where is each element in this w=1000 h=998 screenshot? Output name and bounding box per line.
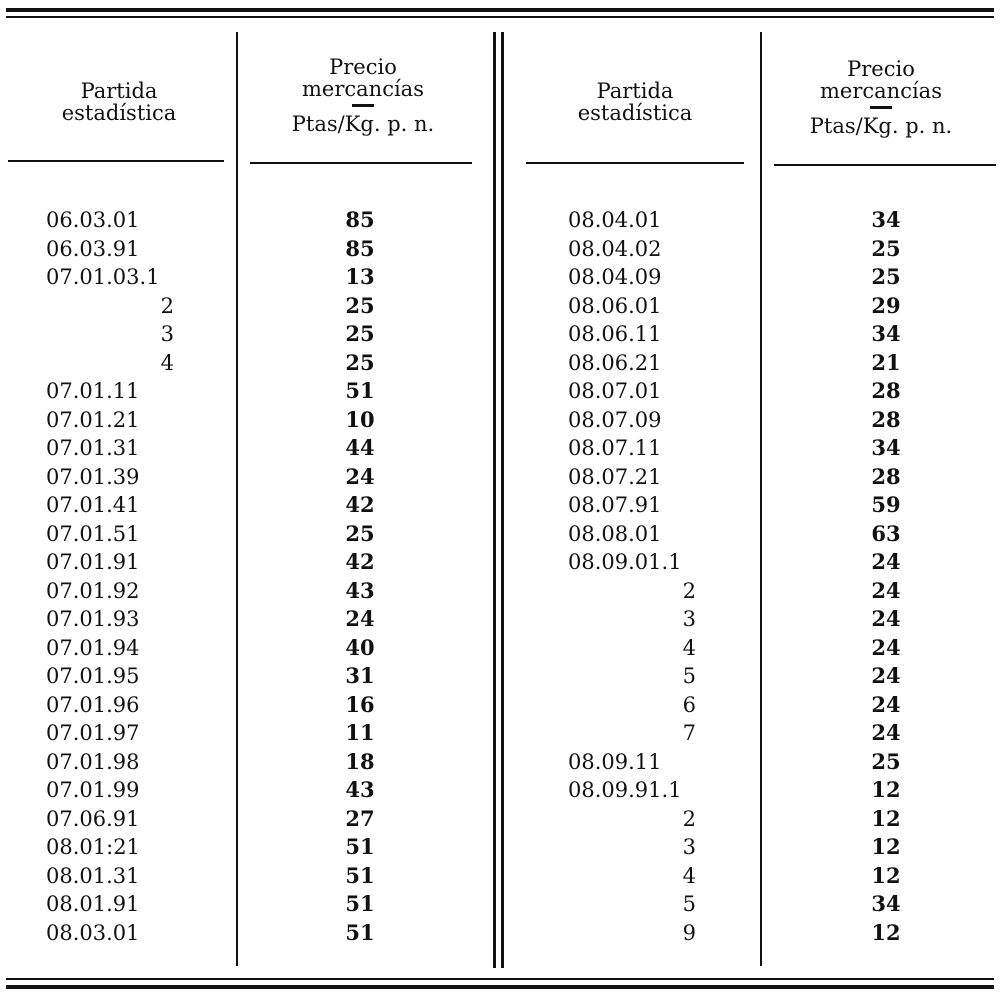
header-unit: Ptas/Kg. p. n. (291, 112, 435, 136)
left-code-column (46, 206, 174, 947)
price-cell: 24 (871, 634, 901, 660)
price-cell: 10 (345, 406, 375, 432)
price-cell: 25 (345, 520, 375, 546)
code-cell: 06.03.01 (46, 208, 140, 232)
price-cell: 12 (871, 777, 901, 802)
header-underline-partida-right (526, 162, 744, 164)
header-precio-line1: Precio (847, 57, 915, 81)
header-precio-right (770, 58, 992, 137)
code-cell: 08.07.91 (568, 493, 662, 517)
code-cell: 08.09.91.1 (568, 778, 682, 802)
code-cell: 07.01.94 (46, 635, 140, 660)
price-cell: 24 (871, 577, 901, 603)
code-cell: 06.03.91 (46, 236, 140, 261)
price-cell: 51 (345, 919, 375, 945)
code-cell: 07.01.11 (46, 379, 140, 403)
center-double-divider-a (493, 32, 496, 968)
code-cell: 08.06.11 (568, 322, 662, 346)
price-cell: 59 (871, 492, 901, 517)
price-cell: 11 (345, 720, 375, 745)
code-cell: 07.01.96 (46, 692, 140, 717)
header-underline-precio-right (774, 164, 996, 166)
price-cell: 42 (345, 492, 375, 517)
code-cell: 9 (682, 920, 696, 945)
price-cell: 24 (871, 663, 901, 688)
code-cell: 08.01.31 (46, 863, 140, 888)
code-cell: 07.01.03.1 (46, 265, 160, 289)
price-cell: 43 (345, 577, 375, 603)
price-cell: 51 (345, 891, 375, 916)
code-cell: 5 (682, 892, 696, 916)
header-precio-line2: mercancías (820, 79, 942, 103)
code-cell: 07.01.51 (46, 521, 140, 546)
bottom-rule-thick (6, 985, 994, 989)
code-cell: 4 (682, 635, 696, 660)
code-cell: 07.01.91 (46, 550, 140, 574)
price-cell: 12 (871, 834, 901, 859)
price-cell: 24 (345, 606, 375, 631)
code-cell: 3 (160, 322, 174, 346)
code-cell: 07.01.97 (46, 721, 140, 745)
code-cell: 08.04.02 (568, 236, 662, 261)
code-cell: 7 (682, 721, 696, 745)
price-cell: 13 (345, 264, 375, 289)
header-partida-left (14, 80, 224, 124)
price-cell: 27 (345, 805, 375, 831)
code-cell: 3 (682, 835, 696, 859)
price-cell: 25 (871, 235, 901, 261)
price-cell: 44 (345, 435, 375, 460)
price-cell: 25 (871, 264, 901, 289)
center-double-divider-b (501, 32, 504, 968)
header-partida-line2: estadística (577, 101, 693, 125)
price-cell: 25 (345, 321, 375, 346)
price-cell: 28 (871, 378, 901, 403)
price-cell: 24 (871, 549, 901, 574)
price-cell: 21 (871, 349, 901, 375)
code-cell: 2 (682, 578, 696, 603)
price-cell: 29 (871, 292, 901, 318)
code-cell: 08.06.21 (568, 350, 662, 375)
header-partida-line1: Partida (80, 79, 158, 103)
code-cell: 4 (160, 350, 174, 375)
right-column-divider (760, 32, 762, 966)
price-cell: 18 (345, 748, 375, 774)
price-cell: 25 (871, 748, 901, 774)
header-partida-line2: estadística (61, 101, 177, 125)
price-cell: 28 (871, 406, 901, 432)
code-cell: 08.07.01 (568, 379, 662, 403)
price-cell: 42 (345, 549, 375, 574)
price-cell: 24 (871, 720, 901, 745)
code-cell: 3 (682, 607, 696, 631)
header-underline-precio-left (250, 162, 472, 164)
price-cell: 16 (345, 691, 375, 717)
code-cell: 08.04.09 (568, 265, 662, 289)
code-cell: 08.01:21 (46, 835, 140, 859)
header-dash (870, 106, 892, 109)
code-cell: 07.01.21 (46, 407, 140, 432)
price-cell: 24 (345, 463, 375, 489)
code-cell: 08.04.01 (568, 208, 662, 232)
top-rule-thick (6, 8, 994, 12)
code-cell: 07.06.91 (46, 806, 140, 831)
code-cell: 4 (682, 863, 696, 888)
price-cell: 40 (345, 634, 375, 660)
code-cell: 08.06.01 (568, 293, 662, 318)
code-cell: 07.01.92 (46, 578, 140, 603)
code-cell: 08.09.11 (568, 749, 662, 774)
code-cell: 08.01.91 (46, 892, 140, 916)
price-cell: 24 (871, 691, 901, 717)
code-cell: 08.07.21 (568, 464, 662, 489)
price-cell: 63 (871, 520, 901, 546)
code-cell: 07.01.39 (46, 464, 140, 489)
price-cell: 51 (345, 378, 375, 403)
header-partida-right (530, 80, 740, 124)
right-price-column (846, 206, 926, 947)
price-cell: 34 (871, 321, 901, 346)
price-cell: 34 (871, 891, 901, 916)
price-cell: 25 (345, 349, 375, 375)
code-cell: 08.09.01.1 (568, 550, 682, 574)
header-unit: Ptas/Kg. p. n. (809, 114, 953, 138)
price-cell: 85 (345, 235, 375, 261)
header-precio-left (248, 56, 478, 135)
price-cell: 12 (871, 805, 901, 831)
price-cell: 51 (345, 862, 375, 888)
code-cell: 07.01.99 (46, 778, 140, 802)
code-cell: 2 (160, 293, 174, 318)
price-cell: 25 (345, 292, 375, 318)
header-precio-line1: Precio (329, 55, 397, 79)
right-code-column (568, 206, 696, 947)
code-cell: 2 (682, 806, 696, 831)
code-cell: 07.01.31 (46, 436, 140, 460)
header-precio-line2: mercancías (302, 77, 424, 101)
price-cell: 34 (871, 207, 901, 232)
code-cell: 08.03.01 (46, 920, 140, 945)
price-cell: 12 (871, 862, 901, 888)
price-cell: 51 (345, 834, 375, 859)
code-cell: 08.07.11 (568, 436, 662, 460)
price-cell: 28 (871, 463, 901, 489)
header-dash (352, 104, 374, 107)
price-cell: 34 (871, 435, 901, 460)
code-cell: 6 (682, 692, 696, 717)
code-cell: 07.01.41 (46, 493, 140, 517)
bottom-rule-thin (6, 978, 994, 980)
code-cell: 08.07.09 (568, 407, 662, 432)
price-cell: 85 (345, 207, 375, 232)
price-cell: 24 (871, 606, 901, 631)
top-rule-thin (6, 16, 994, 18)
price-cell: 31 (345, 663, 375, 688)
code-cell: 08.08.01 (568, 521, 662, 546)
code-cell: 07.01.98 (46, 749, 140, 774)
header-underline-partida-left (8, 160, 224, 162)
header-partida-line1: Partida (596, 79, 674, 103)
code-cell: 07.01.93 (46, 607, 140, 631)
left-price-column (320, 206, 400, 947)
left-column-divider (236, 32, 238, 966)
code-cell: 07.01.95 (46, 664, 140, 688)
price-cell: 12 (871, 919, 901, 945)
code-cell: 5 (682, 664, 696, 688)
price-cell: 43 (345, 777, 375, 802)
